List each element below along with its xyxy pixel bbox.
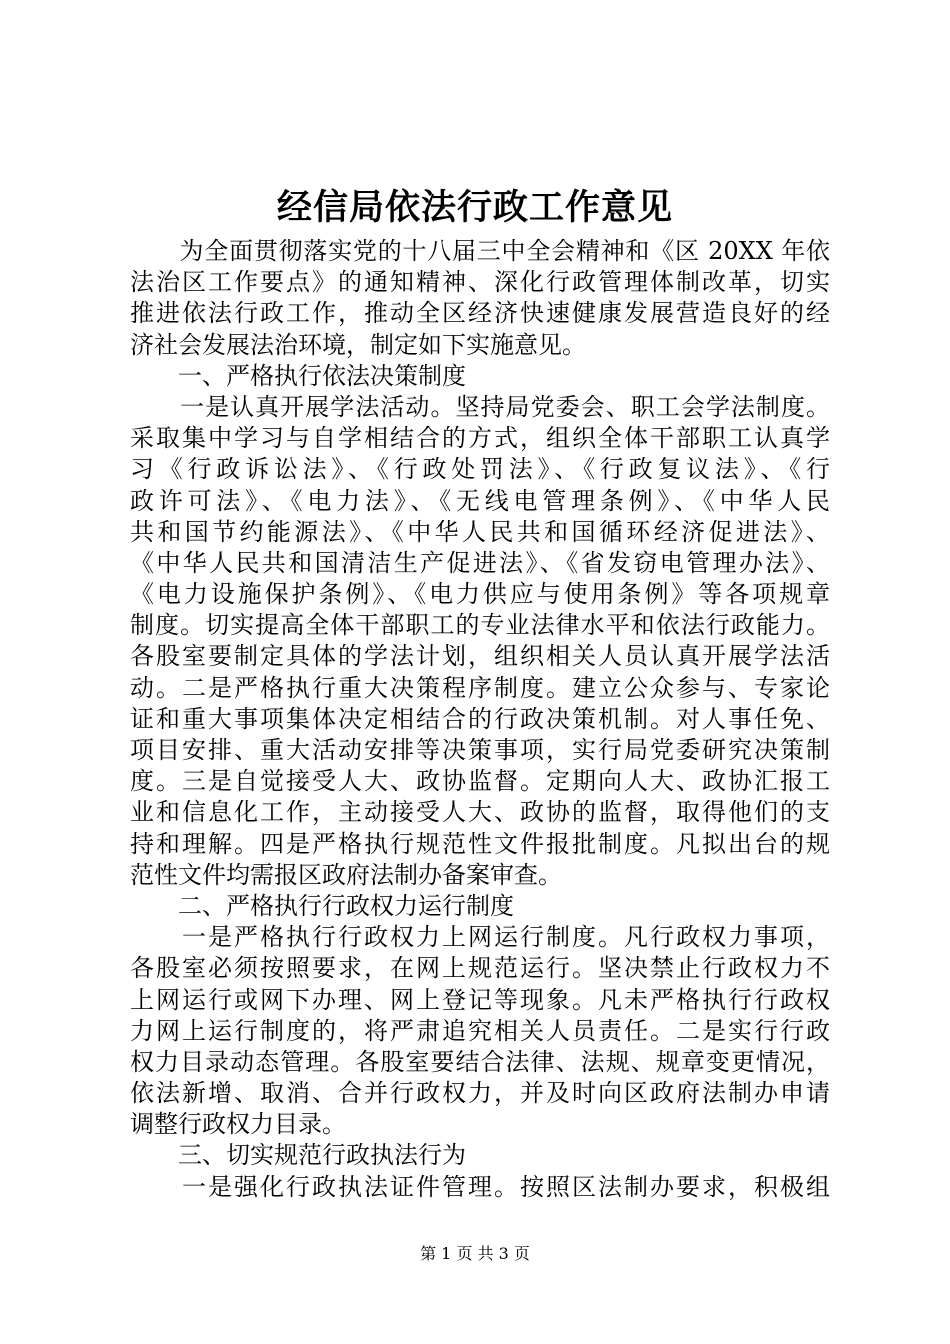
body-line: 《电力设施保护条例》、《电力供应与使用条例》等各项规章 — [130, 580, 830, 609]
document-body — [130, 236, 830, 1203]
body-line: 调整行政权力目录。 — [130, 1110, 346, 1139]
body-line: 二、严格执行行政权力运行制度 — [130, 891, 514, 920]
body-line: 三、切实规范行政执法行为 — [130, 1141, 466, 1170]
body-line: 共和国节约能源法》、《中华人民共和国循环经济促进法》、 — [130, 517, 830, 546]
body-line: 度。三是自觉接受人大、政协监督。定期向人大、政协汇报工 — [130, 767, 830, 796]
body-line: 一、严格执行依法决策制度 — [130, 361, 466, 390]
body-line: 项目安排、重大活动安排等决策事项，实行局党委研究决策制 — [130, 736, 830, 764]
body-line: 动。二是严格执行重大决策程序制度。建立公众参与、专家论 — [130, 673, 830, 702]
body-line: 政许可法》、《电力法》、《无线电管理条例》、《中华人民 — [130, 486, 830, 515]
body-line: 习《行政诉讼法》、《行政处罚法》、《行政复议法》、《行 — [130, 455, 830, 484]
body-line: 一是认真开展学法活动。坚持局党委会、职工会学法制度。 — [130, 392, 830, 421]
body-line: 济社会发展法治环境，制定如下实施意见。 — [130, 330, 586, 359]
body-line: 采取集中学习与自学相结合的方式，组织全体干部职工认真学 — [130, 424, 830, 453]
body-line: 上网运行或网下办理、网上登记等现象。凡未严格执行行政权 — [130, 985, 830, 1014]
body-line: 证和重大事项集体决定相结合的行政决策机制。对人事任免、 — [130, 704, 830, 733]
body-line: 权力目录动态管理。各股室要结合法律、法规、规章变更情况， — [130, 1047, 830, 1076]
body-line: 各股室要制定具体的学法计划，组织相关人员认真开展学法活 — [130, 642, 830, 671]
body-line: 依法新增、取消、合并行政权力，并及时向区政府法制办申请 — [130, 1079, 830, 1108]
body-line: 各股室必须按照要求，在网上规范运行。坚决禁止行政权力不 — [130, 954, 830, 983]
body-line: 《中华人民共和国清洁生产促进法》、《省发窃电管理办法》、 — [130, 548, 830, 577]
body-line: 业和信息化工作，主动接受人大、政协的监督，取得他们的支 — [130, 798, 830, 827]
body-line: 推进依法行政工作，推动全区经济快速健康发展营造良好的经 — [130, 299, 830, 328]
document-title: 经信局依法行政工作意见 — [276, 187, 673, 228]
page-footer: 第 1 页 共 3 页 — [420, 1244, 530, 1263]
body-line: 持和理解。四是严格执行规范性文件报批制度。凡拟出台的规 — [130, 829, 830, 858]
body-line: 力网上运行制度的，将严肃追究相关人员责任。二是实行行政 — [130, 1016, 830, 1045]
body-line: 一是严格执行行政权力上网运行制度。凡行政权力事项， — [130, 923, 830, 952]
body-line: 法治区工作要点》的通知精神、深化行政管理体制改革，切实 — [130, 268, 830, 297]
body-line: 制度。切实提高全体干部职工的专业法律水平和依法行政能力。 — [130, 611, 830, 640]
body-line: 一是强化行政执法证件管理。按照区法制办要求，积极组 — [130, 1172, 830, 1201]
body-line: 为全面贯彻落实党的十八届三中全会精神和《区 20XX 年依 — [130, 237, 830, 265]
body-line: 范性文件均需报区政府法制办备案审查。 — [130, 860, 562, 889]
